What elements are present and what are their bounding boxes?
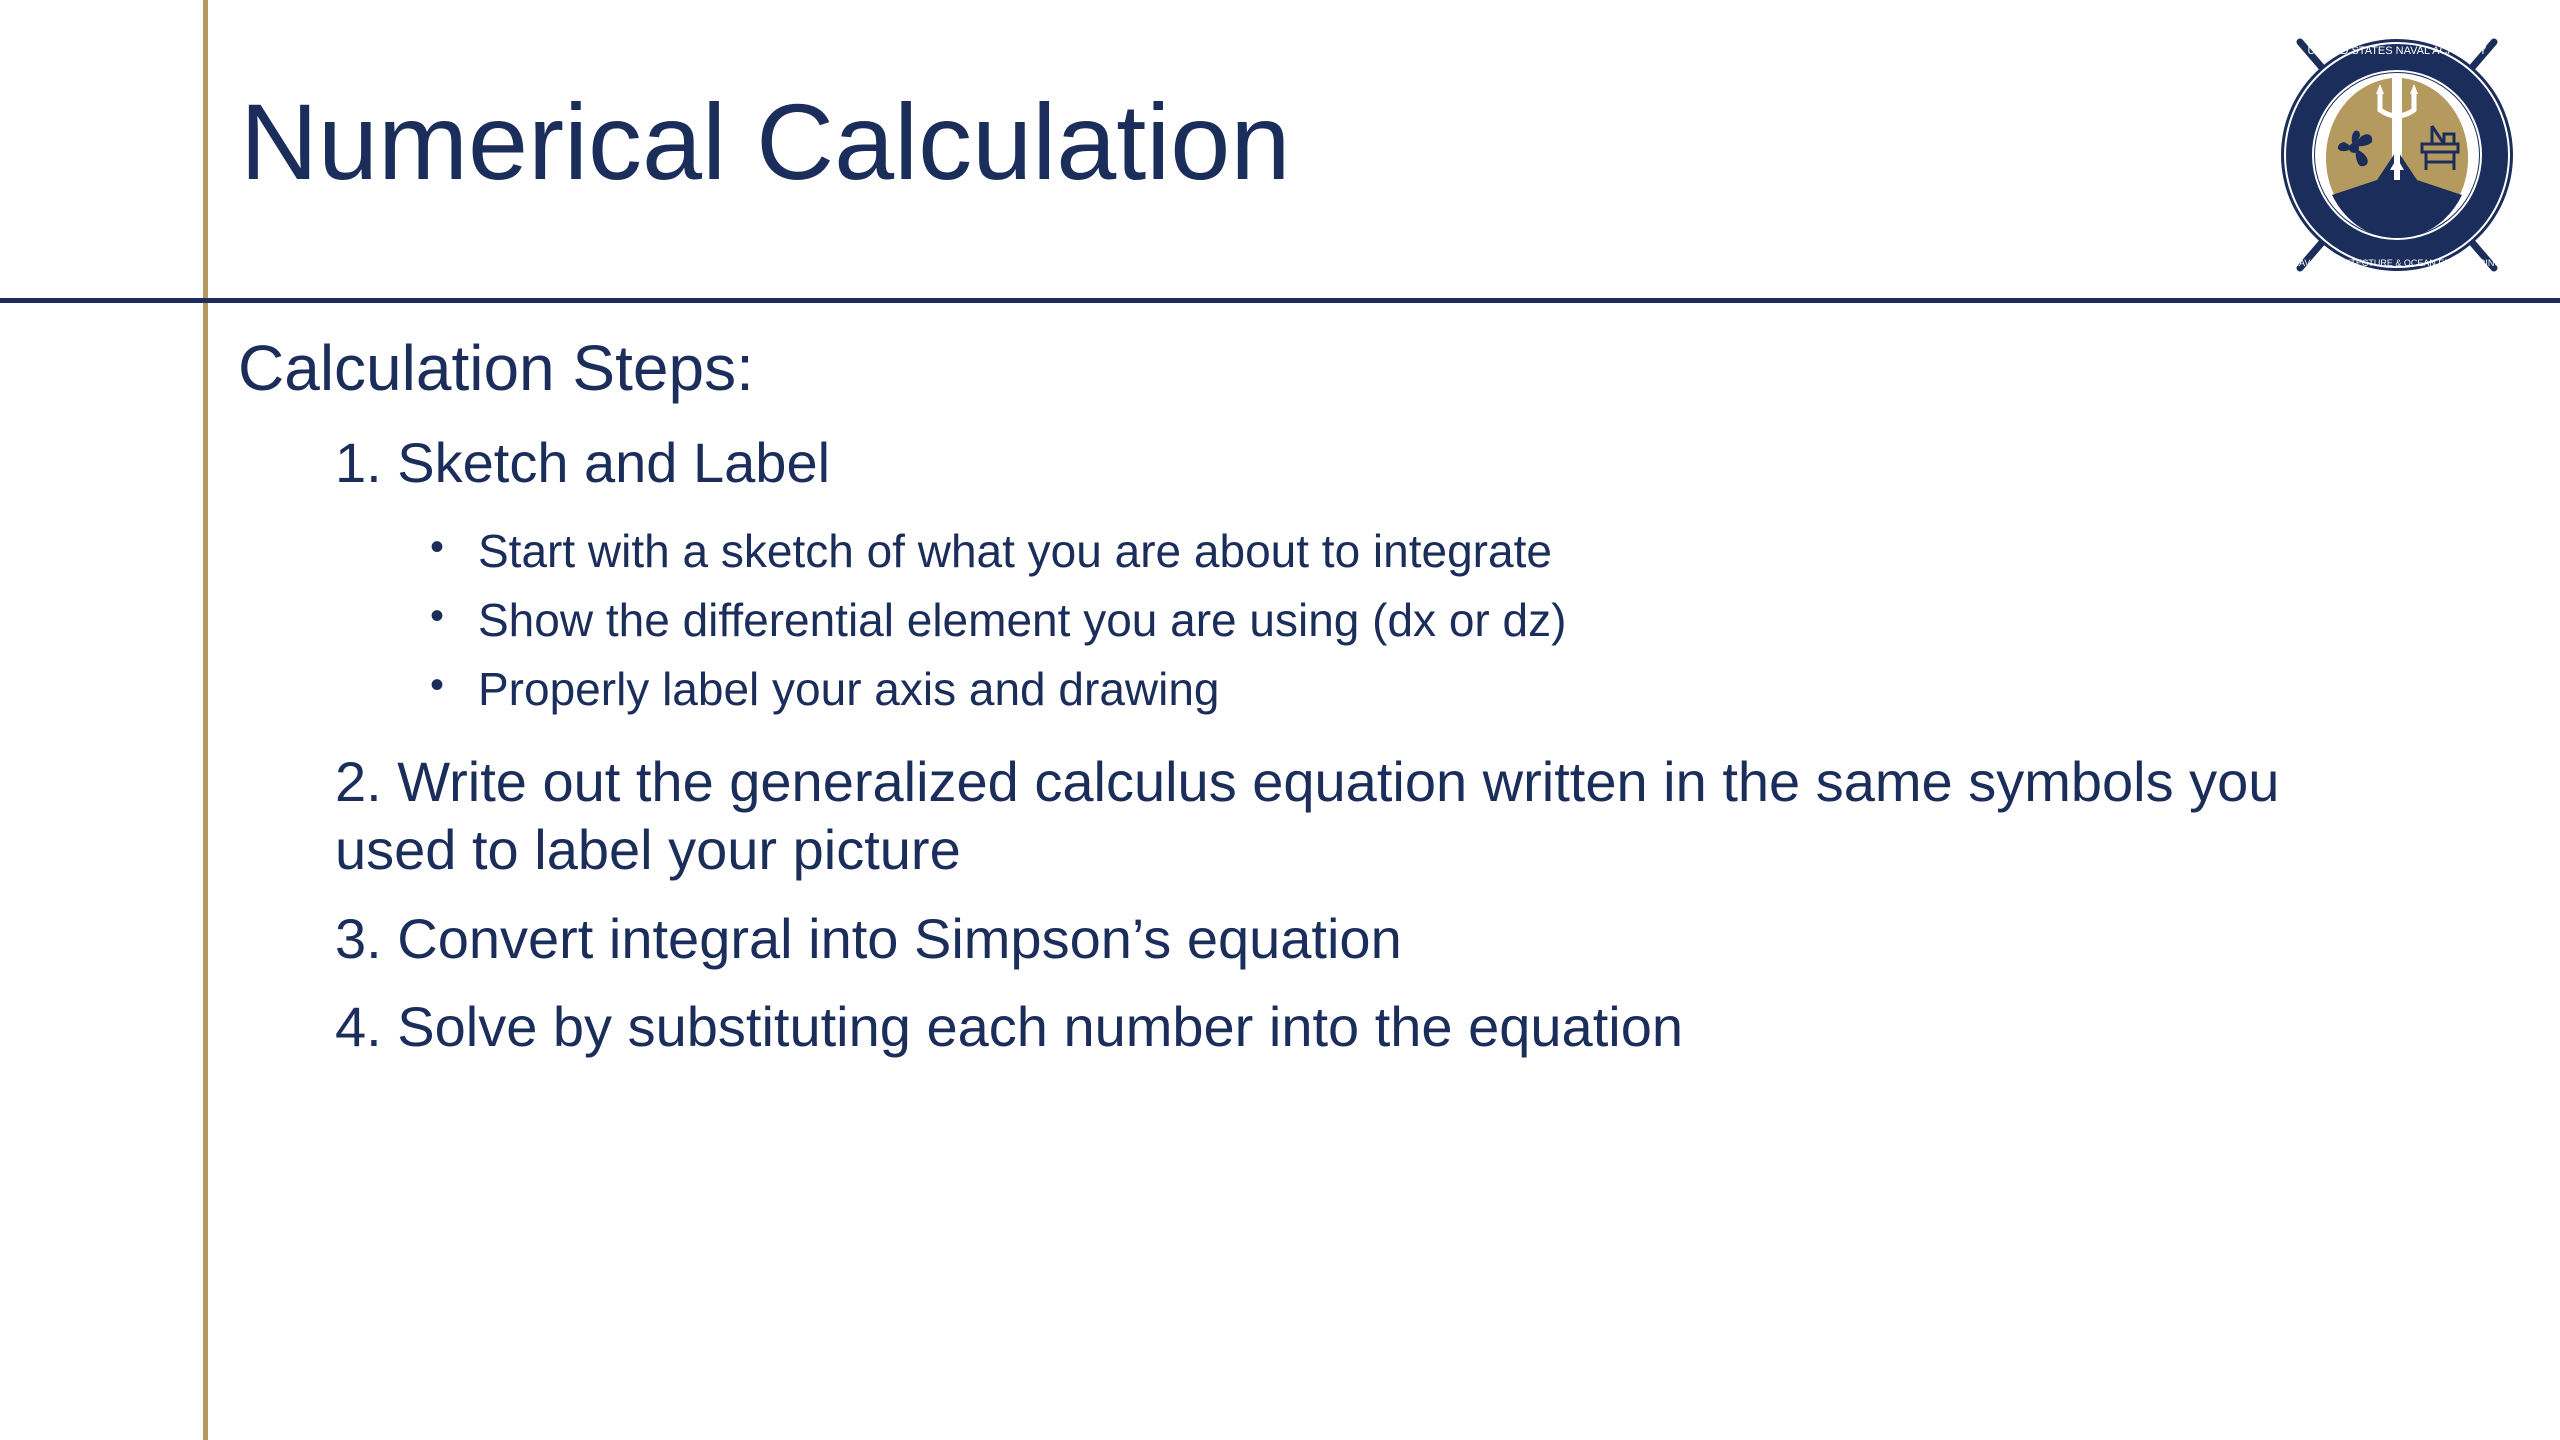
bullet-text: Start with a sketch of what you are about to integrate (478, 525, 1552, 578)
bullet-dot-icon: • (430, 525, 445, 570)
bullet-dot-icon: • (430, 663, 445, 708)
bullet-item (238, 517, 2338, 586)
step-3: 3. Convert integral into Simpson’s equation (335, 906, 1402, 970)
bullet-item (238, 586, 2338, 655)
section-heading: Calculation Steps: (238, 332, 754, 404)
bullet-dot-icon: • (430, 594, 445, 639)
step-1: 1. Sketch and Label (335, 430, 831, 494)
header-divider (0, 298, 2560, 303)
slide-body (238, 330, 2338, 1081)
slide-title: Numerical Calculation (240, 81, 1291, 202)
step-1-bullets (238, 517, 2338, 724)
svg-text:UNITED STATES NAVAL ACADEMY: UNITED STATES NAVAL ACADEMY (2307, 45, 2487, 57)
naval-academy-seal-icon (2272, 30, 2522, 280)
step-4: 4. Solve by substituting each number into the equation (335, 995, 1683, 1059)
step-2: 2. Write out the generalized calculus equation written in the same symbols you used to label your picture (335, 750, 2280, 882)
bullet-item (238, 655, 2338, 724)
svg-text:NAVAL ARCHITECTURE & OCEAN ENG: NAVAL ARCHITECTURE & OCEAN ENGINEERING (2292, 258, 2502, 268)
bullet-text: Show the differential element you are using (dx or dz) (478, 594, 1567, 647)
bullet-text: Properly label your axis and drawing (478, 663, 1220, 716)
vertical-accent-rule (203, 0, 208, 1440)
